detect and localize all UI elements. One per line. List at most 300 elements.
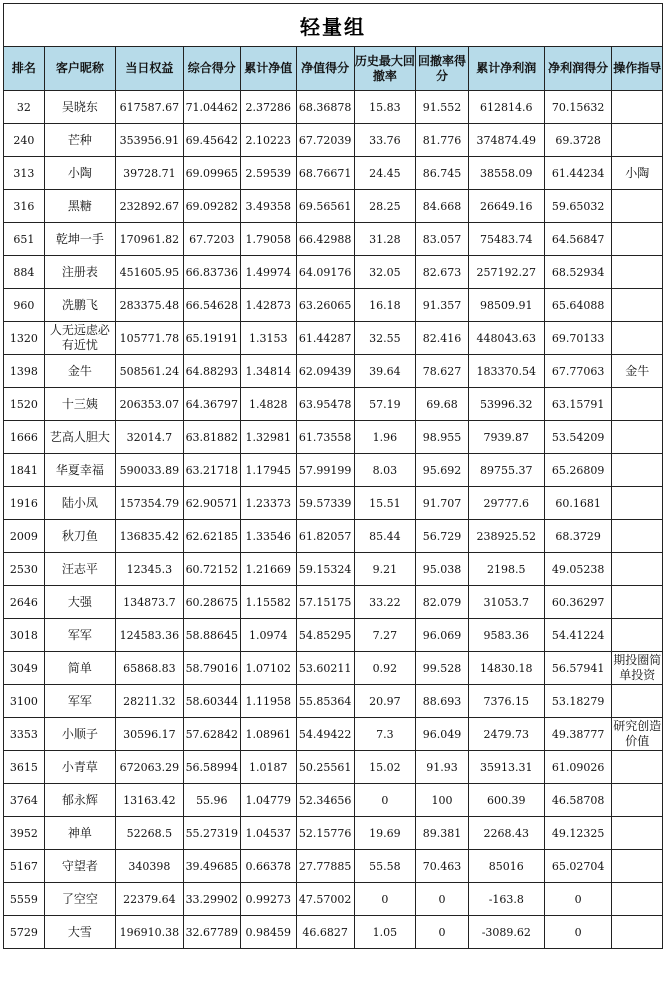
cell-nickname[interactable]: 军军 [44,685,115,718]
cell-composite-score[interactable]: 55.96 [183,784,240,817]
cell-cumulative-profit[interactable]: 75483.74 [468,223,544,256]
cell-cumulative-nav[interactable]: 2.10223 [240,124,296,157]
cell-drawdown-score[interactable]: 95.692 [416,454,469,487]
cell-rank[interactable]: 1916 [4,487,45,520]
cell-drawdown-score[interactable]: 91.93 [416,751,469,784]
cell-cumulative-profit[interactable]: 257192.27 [468,256,544,289]
cell-max-drawdown[interactable]: 7.27 [354,619,416,652]
cell-nav-score[interactable]: 61.44287 [296,322,354,355]
column-header-drawdown-score: 回撤率得分 [416,47,469,91]
cell-nickname[interactable]: 华夏幸福 [44,454,115,487]
cell-rank[interactable]: 1520 [4,388,45,421]
cell-nav-score[interactable]: 68.36878 [296,91,354,124]
cell-drawdown-score[interactable]: 89.381 [416,817,469,850]
cell-cumulative-nav[interactable]: 1.0974 [240,619,296,652]
cell-rank[interactable]: 2530 [4,553,45,586]
cell-cumulative-nav[interactable]: 0.98459 [240,916,296,949]
cell-composite-score[interactable]: 56.58994 [183,751,240,784]
cell-nickname[interactable]: 了空空 [44,883,115,916]
cell-cumulative-nav[interactable]: 1.04537 [240,817,296,850]
cell-rank[interactable]: 3100 [4,685,45,718]
cell-daily-equity[interactable]: 451605.95 [115,256,183,289]
cell-guidance[interactable] [612,553,663,586]
cell-cumulative-nav[interactable]: 1.42873 [240,289,296,322]
cell-profit-score[interactable]: 46.58708 [544,784,612,817]
cell-daily-equity[interactable]: 157354.79 [115,487,183,520]
cell-daily-equity[interactable]: 508561.24 [115,355,183,388]
cell-drawdown-score[interactable]: 91.552 [416,91,469,124]
cell-guidance[interactable] [612,454,663,487]
cell-daily-equity[interactable]: 206353.07 [115,388,183,421]
cell-nickname[interactable]: 郁永辉 [44,784,115,817]
cell-guidance[interactable] [612,883,663,916]
cell-cumulative-profit[interactable]: 98509.91 [468,289,544,322]
cell-drawdown-score[interactable]: 98.955 [416,421,469,454]
cell-drawdown-score[interactable]: 56.729 [416,520,469,553]
cell-guidance[interactable] [612,850,663,883]
cell-composite-score[interactable]: 65.19191 [183,322,240,355]
cell-profit-score[interactable]: 65.64088 [544,289,612,322]
cell-cumulative-nav[interactable]: 1.07102 [240,652,296,685]
cell-daily-equity[interactable]: 22379.64 [115,883,183,916]
cell-cumulative-profit[interactable]: -163.8 [468,883,544,916]
cell-cumulative-nav[interactable]: 3.49358 [240,190,296,223]
cell-nickname[interactable]: 吴晓东 [44,91,115,124]
cell-max-drawdown[interactable]: 16.18 [354,289,416,322]
cell-rank[interactable]: 3952 [4,817,45,850]
column-header-daily-equity: 当日权益 [115,47,183,91]
cell-max-drawdown[interactable]: 32.55 [354,322,416,355]
cell-composite-score[interactable]: 58.88645 [183,619,240,652]
ranking-table [3,3,663,949]
cell-guidance[interactable] [612,322,663,355]
cell-cumulative-nav[interactable]: 1.04779 [240,784,296,817]
cell-max-drawdown[interactable]: 85.44 [354,520,416,553]
cell-nickname[interactable]: 军军 [44,619,115,652]
cell-composite-score[interactable]: 32.67789 [183,916,240,949]
cell-cumulative-nav[interactable]: 1.32981 [240,421,296,454]
cell-max-drawdown[interactable]: 15.83 [354,91,416,124]
cell-rank[interactable]: 5559 [4,883,45,916]
cell-guidance[interactable]: 研究创造价值 [612,718,663,751]
cell-cumulative-profit[interactable]: 35913.31 [468,751,544,784]
cell-cumulative-profit[interactable]: 2479.73 [468,718,544,751]
cell-profit-score[interactable]: 0 [544,883,612,916]
cell-composite-score[interactable]: 33.29902 [183,883,240,916]
cell-guidance[interactable] [612,388,663,421]
cell-nav-score[interactable]: 66.42988 [296,223,354,256]
cell-nav-score[interactable]: 52.34656 [296,784,354,817]
cell-profit-score[interactable]: 49.38777 [544,718,612,751]
cell-composite-score[interactable]: 71.04462 [183,91,240,124]
column-header-nav-score: 净值得分 [296,47,354,91]
cell-daily-equity[interactable]: 617587.67 [115,91,183,124]
cell-profit-score[interactable]: 68.52934 [544,256,612,289]
cell-nav-score[interactable]: 54.85295 [296,619,354,652]
cell-rank[interactable]: 32 [4,91,45,124]
cell-drawdown-score[interactable]: 82.079 [416,586,469,619]
cell-guidance[interactable] [612,289,663,322]
cell-guidance[interactable] [612,784,663,817]
cell-rank[interactable]: 3615 [4,751,45,784]
cell-guidance[interactable] [612,751,663,784]
cell-guidance[interactable] [612,916,663,949]
cell-daily-equity[interactable]: 672063.29 [115,751,183,784]
cell-composite-score[interactable]: 66.83736 [183,256,240,289]
cell-cumulative-profit[interactable]: -3089.62 [468,916,544,949]
cell-max-drawdown[interactable]: 15.02 [354,751,416,784]
cell-composite-score[interactable]: 64.88293 [183,355,240,388]
cell-cumulative-profit[interactable]: 238925.52 [468,520,544,553]
cell-cumulative-nav[interactable]: 1.3153 [240,322,296,355]
cell-profit-score[interactable]: 49.05238 [544,553,612,586]
cell-composite-score[interactable]: 69.45642 [183,124,240,157]
cell-cumulative-nav[interactable]: 1.4828 [240,388,296,421]
cell-profit-score[interactable]: 65.26809 [544,454,612,487]
cell-cumulative-nav[interactable]: 1.34814 [240,355,296,388]
cell-cumulative-profit[interactable]: 612814.6 [468,91,544,124]
cell-daily-equity[interactable]: 590033.89 [115,454,183,487]
cell-cumulative-profit[interactable]: 7376.15 [468,685,544,718]
cell-rank[interactable]: 1841 [4,454,45,487]
cell-profit-score[interactable]: 53.54209 [544,421,612,454]
cell-drawdown-score[interactable]: 91.707 [416,487,469,520]
cell-cumulative-profit[interactable]: 38558.09 [468,157,544,190]
cell-composite-score[interactable]: 69.09965 [183,157,240,190]
cell-profit-score[interactable]: 60.36297 [544,586,612,619]
cell-profit-score[interactable]: 49.12325 [544,817,612,850]
cell-cumulative-nav[interactable]: 2.37286 [240,91,296,124]
cell-cumulative-nav[interactable]: 0.99273 [240,883,296,916]
cell-cumulative-nav[interactable]: 1.79058 [240,223,296,256]
cell-cumulative-nav[interactable]: 1.23373 [240,487,296,520]
cell-profit-score[interactable]: 70.15632 [544,91,612,124]
cell-daily-equity[interactable]: 105771.78 [115,322,183,355]
cell-cumulative-profit[interactable]: 9583.36 [468,619,544,652]
cell-profit-score[interactable]: 56.57941 [544,652,612,685]
cell-cumulative-nav[interactable]: 1.49974 [240,256,296,289]
cell-rank[interactable]: 3018 [4,619,45,652]
cell-rank[interactable]: 1398 [4,355,45,388]
cell-nav-score[interactable]: 54.49422 [296,718,354,751]
cell-cumulative-profit[interactable]: 374874.49 [468,124,544,157]
cell-max-drawdown[interactable]: 33.76 [354,124,416,157]
cell-profit-score[interactable]: 69.70133 [544,322,612,355]
cell-daily-equity[interactable]: 32014.7 [115,421,183,454]
cell-guidance[interactable] [612,256,663,289]
cell-cumulative-nav[interactable]: 1.0187 [240,751,296,784]
cell-composite-score[interactable]: 64.36797 [183,388,240,421]
cell-daily-equity[interactable]: 283375.48 [115,289,183,322]
cell-daily-equity[interactable]: 196910.38 [115,916,183,949]
cell-profit-score[interactable]: 64.56847 [544,223,612,256]
cell-nav-score[interactable]: 47.57002 [296,883,354,916]
column-header-cumulative-profit: 累计净利润 [468,47,544,91]
cell-cumulative-nav[interactable]: 1.15582 [240,586,296,619]
cell-drawdown-score[interactable]: 91.357 [416,289,469,322]
cell-max-drawdown[interactable]: 1.05 [354,916,416,949]
cell-nav-score[interactable]: 63.26065 [296,289,354,322]
cell-nickname[interactable]: 小青草 [44,751,115,784]
cell-rank[interactable]: 316 [4,190,45,223]
table-body [4,91,663,949]
cell-nickname[interactable]: 小陶 [44,157,115,190]
cell-max-drawdown[interactable]: 32.05 [354,256,416,289]
cell-guidance[interactable] [612,619,663,652]
cell-nav-score[interactable]: 52.15776 [296,817,354,850]
cell-composite-score[interactable]: 58.79016 [183,652,240,685]
cell-profit-score[interactable]: 53.18279 [544,685,612,718]
cell-nickname[interactable]: 乾坤一手 [44,223,115,256]
cell-nickname[interactable]: 小顺子 [44,718,115,751]
cell-composite-score[interactable]: 69.09282 [183,190,240,223]
cell-guidance[interactable] [612,520,663,553]
cell-cumulative-nav[interactable]: 1.33546 [240,520,296,553]
cell-nickname[interactable]: 简单 [44,652,115,685]
cell-nickname[interactable]: 汪志平 [44,553,115,586]
cell-drawdown-score[interactable]: 69.68 [416,388,469,421]
cell-profit-score[interactable]: 63.15791 [544,388,612,421]
cell-guidance[interactable]: 小陶 [612,157,663,190]
cell-profit-score[interactable]: 0 [544,916,612,949]
cell-cumulative-nav[interactable]: 1.17945 [240,454,296,487]
cell-nav-score[interactable]: 55.85364 [296,685,354,718]
cell-cumulative-profit[interactable]: 53996.32 [468,388,544,421]
cell-rank[interactable]: 5729 [4,916,45,949]
header-row [4,47,663,91]
cell-nickname[interactable]: 十三姨 [44,388,115,421]
cell-guidance[interactable] [612,586,663,619]
cell-nickname[interactable]: 神单 [44,817,115,850]
table-row [4,487,663,520]
cell-drawdown-score[interactable]: 82.416 [416,322,469,355]
cell-nickname[interactable]: 守望者 [44,850,115,883]
cell-composite-score[interactable]: 67.7203 [183,223,240,256]
cell-rank[interactable]: 240 [4,124,45,157]
cell-guidance[interactable] [612,421,663,454]
cell-rank[interactable]: 3049 [4,652,45,685]
cell-nickname[interactable]: 芒种 [44,124,115,157]
cell-profit-score[interactable]: 68.3729 [544,520,612,553]
cell-daily-equity[interactable]: 136835.42 [115,520,183,553]
column-header-max-drawdown: 历史最大回撤率 [354,47,416,91]
cell-composite-score[interactable]: 58.60344 [183,685,240,718]
cell-nav-score[interactable]: 50.25561 [296,751,354,784]
cell-guidance[interactable] [612,91,663,124]
cell-nickname[interactable]: 艺高人胆大 [44,421,115,454]
cell-profit-score[interactable]: 59.65032 [544,190,612,223]
cell-composite-score[interactable]: 57.62842 [183,718,240,751]
cell-cumulative-profit[interactable]: 31053.7 [468,586,544,619]
cell-guidance[interactable] [612,685,663,718]
cell-max-drawdown[interactable]: 28.25 [354,190,416,223]
cell-cumulative-profit[interactable]: 2268.43 [468,817,544,850]
cell-cumulative-profit[interactable]: 183370.54 [468,355,544,388]
cell-rank[interactable]: 1320 [4,322,45,355]
cell-cumulative-profit[interactable]: 600.39 [468,784,544,817]
cell-nav-score[interactable]: 53.60211 [296,652,354,685]
cell-cumulative-profit[interactable]: 29777.6 [468,487,544,520]
cell-composite-score[interactable]: 63.81882 [183,421,240,454]
cell-nav-score[interactable]: 64.09176 [296,256,354,289]
cell-drawdown-score[interactable]: 96.049 [416,718,469,751]
cell-nav-score[interactable]: 59.15324 [296,553,354,586]
cell-drawdown-score[interactable]: 88.693 [416,685,469,718]
cell-max-drawdown[interactable]: 31.28 [354,223,416,256]
cell-daily-equity[interactable]: 52268.5 [115,817,183,850]
cell-daily-equity[interactable]: 134873.7 [115,586,183,619]
cell-guidance[interactable]: 金牛 [612,355,663,388]
cell-max-drawdown[interactable]: 1.96 [354,421,416,454]
cell-composite-score[interactable]: 66.54628 [183,289,240,322]
cell-cumulative-profit[interactable]: 7939.87 [468,421,544,454]
cell-rank[interactable]: 3353 [4,718,45,751]
cell-nickname[interactable]: 陆小凤 [44,487,115,520]
cell-daily-equity[interactable]: 30596.17 [115,718,183,751]
cell-composite-score[interactable]: 63.21718 [183,454,240,487]
cell-cumulative-profit[interactable]: 448043.63 [468,322,544,355]
cell-nav-score[interactable]: 61.82057 [296,520,354,553]
cell-profit-score[interactable]: 54.41224 [544,619,612,652]
cell-daily-equity[interactable]: 13163.42 [115,784,183,817]
cell-guidance[interactable] [612,817,663,850]
cell-drawdown-score[interactable]: 0 [416,916,469,949]
cell-daily-equity[interactable]: 170961.82 [115,223,183,256]
cell-profit-score[interactable]: 60.1681 [544,487,612,520]
cell-drawdown-score[interactable]: 0 [416,883,469,916]
cell-nickname[interactable]: 注册表 [44,256,115,289]
cell-nickname[interactable]: 黑糖 [44,190,115,223]
cell-profit-score[interactable]: 65.02704 [544,850,612,883]
cell-max-drawdown[interactable]: 15.51 [354,487,416,520]
cell-max-drawdown[interactable]: 0.92 [354,652,416,685]
cell-rank[interactable]: 960 [4,289,45,322]
cell-nav-score[interactable]: 68.76671 [296,157,354,190]
cell-drawdown-score[interactable]: 70.463 [416,850,469,883]
cell-rank[interactable]: 2009 [4,520,45,553]
table-row [4,553,663,586]
cell-max-drawdown[interactable]: 8.03 [354,454,416,487]
cell-nav-score[interactable]: 62.09439 [296,355,354,388]
cell-profit-score[interactable]: 69.3728 [544,124,612,157]
cell-composite-score[interactable]: 60.28675 [183,586,240,619]
cell-nav-score[interactable]: 46.6827 [296,916,354,949]
cell-guidance[interactable]: 期投圈简单投资 [612,652,663,685]
table-row [4,685,663,718]
cell-max-drawdown[interactable]: 19.69 [354,817,416,850]
cell-cumulative-nav[interactable]: 1.08961 [240,718,296,751]
cell-composite-score[interactable]: 55.27319 [183,817,240,850]
cell-cumulative-profit[interactable]: 26649.16 [468,190,544,223]
cell-drawdown-score[interactable]: 86.745 [416,157,469,190]
cell-nav-score[interactable]: 61.73558 [296,421,354,454]
cell-daily-equity[interactable]: 28211.32 [115,685,183,718]
cell-nickname[interactable]: 秋刀鱼 [44,520,115,553]
cell-daily-equity[interactable]: 65868.83 [115,652,183,685]
cell-nickname[interactable]: 人无远虑必有近忧 [44,322,115,355]
cell-rank[interactable]: 5167 [4,850,45,883]
cell-daily-equity[interactable]: 39728.71 [115,157,183,190]
column-header-profit-score: 净利润得分 [544,47,612,91]
cell-nav-score[interactable]: 57.15175 [296,586,354,619]
cell-composite-score[interactable]: 62.62185 [183,520,240,553]
cell-rank[interactable]: 313 [4,157,45,190]
cell-profit-score[interactable]: 61.09026 [544,751,612,784]
cell-cumulative-nav[interactable]: 1.21669 [240,553,296,586]
cell-nav-score[interactable]: 27.77885 [296,850,354,883]
cell-max-drawdown[interactable]: 24.45 [354,157,416,190]
cell-cumulative-profit[interactable]: 2198.5 [468,553,544,586]
cell-max-drawdown[interactable]: 55.58 [354,850,416,883]
table-row [4,322,663,355]
cell-max-drawdown[interactable]: 57.19 [354,388,416,421]
cell-daily-equity[interactable]: 340398 [115,850,183,883]
cell-drawdown-score[interactable]: 95.038 [416,553,469,586]
cell-max-drawdown[interactable]: 39.64 [354,355,416,388]
cell-composite-score[interactable]: 60.72152 [183,553,240,586]
cell-drawdown-score[interactable]: 78.627 [416,355,469,388]
cell-drawdown-score[interactable]: 83.057 [416,223,469,256]
cell-guidance[interactable] [612,223,663,256]
cell-max-drawdown[interactable]: 7.3 [354,718,416,751]
cell-nav-score[interactable]: 59.57339 [296,487,354,520]
cell-max-drawdown[interactable]: 0 [354,883,416,916]
cell-nav-score[interactable]: 69.56561 [296,190,354,223]
cell-cumulative-profit[interactable]: 85016 [468,850,544,883]
cell-drawdown-score[interactable]: 82.673 [416,256,469,289]
cell-max-drawdown[interactable]: 9.21 [354,553,416,586]
cell-nav-score[interactable]: 57.99199 [296,454,354,487]
cell-cumulative-nav[interactable]: 0.66378 [240,850,296,883]
cell-composite-score[interactable]: 39.49685 [183,850,240,883]
cell-max-drawdown[interactable]: 20.97 [354,685,416,718]
cell-profit-score[interactable]: 67.77063 [544,355,612,388]
cell-rank[interactable]: 2646 [4,586,45,619]
cell-nickname[interactable]: 金牛 [44,355,115,388]
cell-daily-equity[interactable]: 232892.67 [115,190,183,223]
cell-nickname[interactable]: 大雪 [44,916,115,949]
cell-rank[interactable]: 1666 [4,421,45,454]
cell-rank[interactable]: 884 [4,256,45,289]
cell-max-drawdown[interactable]: 33.22 [354,586,416,619]
cell-daily-equity[interactable]: 124583.36 [115,619,183,652]
table-row [4,850,663,883]
cell-cumulative-profit[interactable]: 89755.37 [468,454,544,487]
cell-profit-score[interactable]: 61.44234 [544,157,612,190]
cell-daily-equity[interactable]: 12345.3 [115,553,183,586]
cell-drawdown-score[interactable]: 96.069 [416,619,469,652]
cell-rank[interactable]: 651 [4,223,45,256]
cell-guidance[interactable] [612,487,663,520]
cell-daily-equity[interactable]: 353956.91 [115,124,183,157]
cell-nav-score[interactable]: 63.95478 [296,388,354,421]
cell-nav-score[interactable]: 67.72039 [296,124,354,157]
cell-rank[interactable]: 3764 [4,784,45,817]
cell-drawdown-score[interactable]: 99.528 [416,652,469,685]
cell-composite-score[interactable]: 62.90571 [183,487,240,520]
cell-drawdown-score[interactable]: 81.776 [416,124,469,157]
cell-nickname[interactable]: 冼鹏飞 [44,289,115,322]
cell-cumulative-profit[interactable]: 14830.18 [468,652,544,685]
cell-guidance[interactable] [612,124,663,157]
cell-cumulative-nav[interactable]: 1.11958 [240,685,296,718]
cell-guidance[interactable] [612,190,663,223]
cell-drawdown-score[interactable]: 84.668 [416,190,469,223]
cell-nickname[interactable]: 大强 [44,586,115,619]
cell-cumulative-nav[interactable]: 2.59539 [240,157,296,190]
cell-drawdown-score[interactable]: 100 [416,784,469,817]
cell-max-drawdown[interactable]: 0 [354,784,416,817]
